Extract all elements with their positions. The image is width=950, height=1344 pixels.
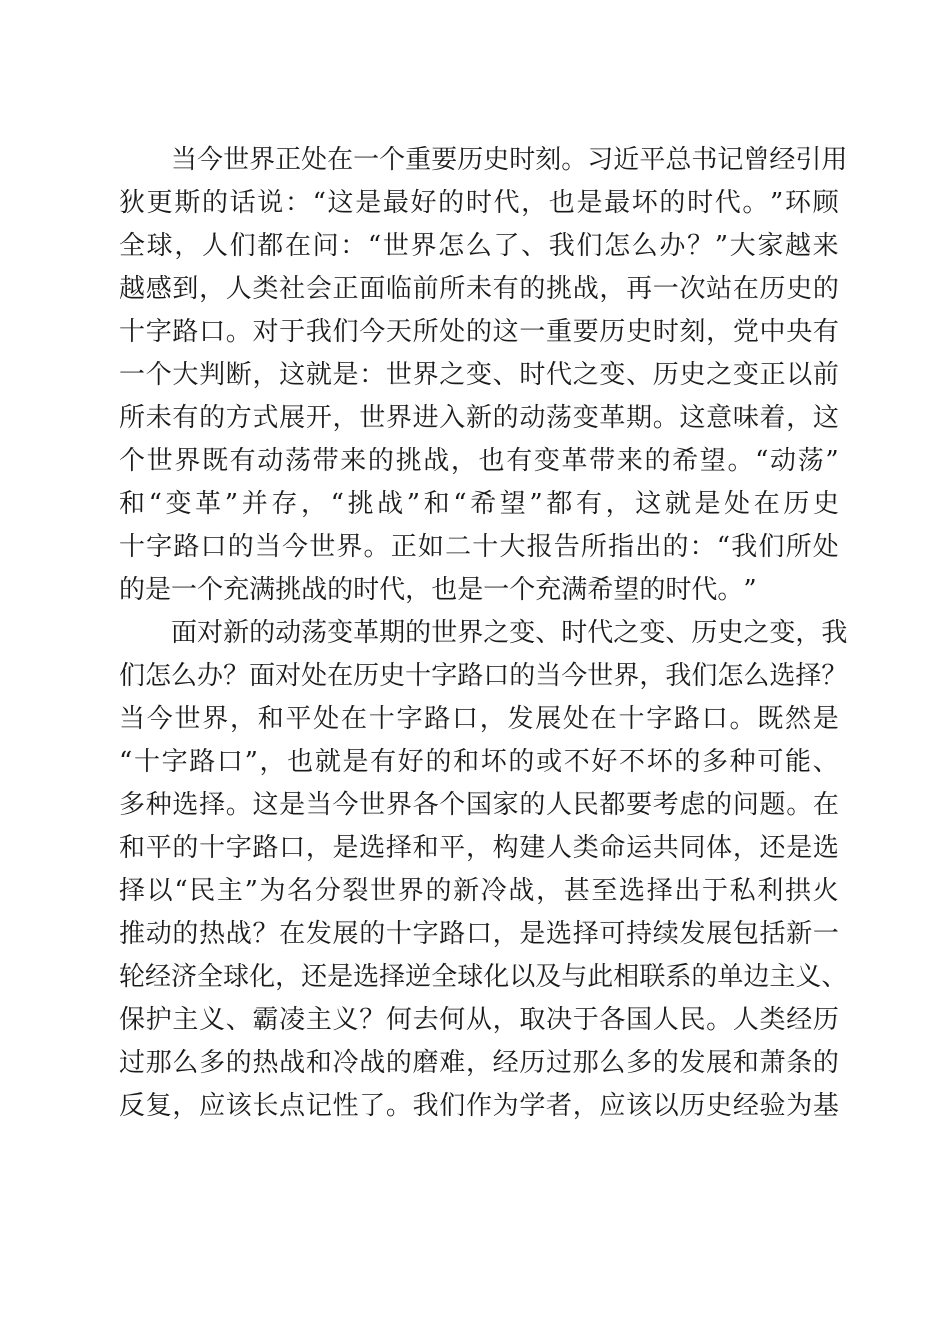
- text-line: 们 怎 么 办 ？ 面 对 处 在 历 史 十 字 路 口 的 当 今 世 界 ， 我 们 怎 么 选 择 ？: [119, 661, 848, 691]
- text-line: 择 以 “ 民 主 ” 为 名 分 裂 世 界 的 新 冷 战 ， 甚 至 选 择 出 于 私 利 拱 火: [119, 876, 839, 906]
- text-line: 十 字 路 口 。 对 于 我 们 今 天 所 处 的 这 一 重 要 历 史 时 刻 ， 党 中 央 有: [119, 317, 839, 347]
- text-line: 所 未 有 的 方 式 展 开 ， 世 界 进 入 新 的 动 荡 变 革 期 。 这 意 味 着 ， 这: [119, 403, 839, 433]
- text-line: 个 世 界 既 有 动 荡 带 来 的 挑 战 ， 也 有 变 革 带 来 的 希 望 。 “ 动 荡 ”: [119, 446, 839, 476]
- text-line: 过 那 么 多 的 热 战 和 冷 战 的 磨 难 ， 经 历 过 那 么 多 的 发 展 和 萧 条 的: [119, 1048, 839, 1078]
- text-line: 的 是 一 个 充 满 挑 战 的 时 代 ， 也 是 一 个 充 满 希 望 的 时 代 。 ”: [119, 575, 757, 605]
- body-text: [119, 139, 848, 1128]
- text-line: 反 复 ， 应 该 长 点 记 性 了 。 我 们 作 为 学 者 ， 应 该 以 历 史 经 验 为 基: [119, 1091, 839, 1121]
- text-line: 和 平 的 十 字 路 口 ， 是 选 择 和 平 ， 构 建 人 类 命 运 共 同 体 ， 还 是 选: [119, 833, 839, 863]
- text-line: 狄 更 斯 的 话 说 ： “ 这 是 最 好 的 时 代 ， 也 是 最 坏 的 时 代 。 ” 环 顾: [119, 188, 839, 218]
- text-line: “ 十 字 路 口 ” ， 也 就 是 有 好 的 和 坏 的 或 不 好 不 坏 的 多 种 可 能 、: [119, 747, 839, 777]
- text-line: 一 个 大 判 断 ， 这 就 是 ： 世 界 之 变 、 时 代 之 变 、 历 史 之 变 正 以 前: [119, 360, 839, 390]
- text-line: 越 感 到 ， 人 类 社 会 正 面 临 前 所 未 有 的 挑 战 ， 再 一 次 站 在 历 史 的: [119, 274, 839, 304]
- text-line: 推 动 的 热 战 ？ 在 发 展 的 十 字 路 口 ， 是 选 择 可 持 续 发 展 包 括 新 一: [119, 919, 839, 949]
- text-line: 面 对 新 的 动 荡 变 革 期 的 世 界 之 变 、 时 代 之 变 、 历 史 之 变 ， 我: [171, 618, 848, 648]
- text-line: 多 种 选 择 。 这 是 当 今 世 界 各 个 国 家 的 人 民 都 要 考 虑 的 问 题 。 在: [119, 790, 839, 820]
- text-line: 全 球 ， 人 们 都 在 问 ： “ 世 界 怎 么 了 、 我 们 怎 么 办 ？ ” 大 家 越 来: [119, 231, 839, 261]
- text-line: 当 今 世 界 ， 和 平 处 在 十 字 路 口 ， 发 展 处 在 十 字 路 口 。 既 然 是: [119, 704, 839, 734]
- text-line: 保 护 主 义 、 霸 凌 主 义 ？ 何 去 何 从 ， 取 决 于 各 国 人 民 。 人 类 经 历: [119, 1005, 839, 1035]
- text-line: 轮 经 济 全 球 化 ， 还 是 选 择 逆 全 球 化 以 及 与 此 相 联 系 的 单 边 主 义 、: [119, 962, 848, 992]
- text-line: 当 今 世 界 正 处 在 一 个 重 要 历 史 时 刻 。 习 近 平 总 书 记 曾 经 引 用: [171, 145, 848, 175]
- text-line: 十 字 路 口 的 当 今 世 界 。 正 如 二 十 大 报 告 所 指 出 的 ： “ 我 们 所 处: [119, 532, 839, 562]
- text-line: 和 “ 变 革 ” 并 存 ， “ 挑 战 ” 和 “ 希 望 ” 都 有 ， 这 就 是 处 在 历 史: [119, 489, 839, 519]
